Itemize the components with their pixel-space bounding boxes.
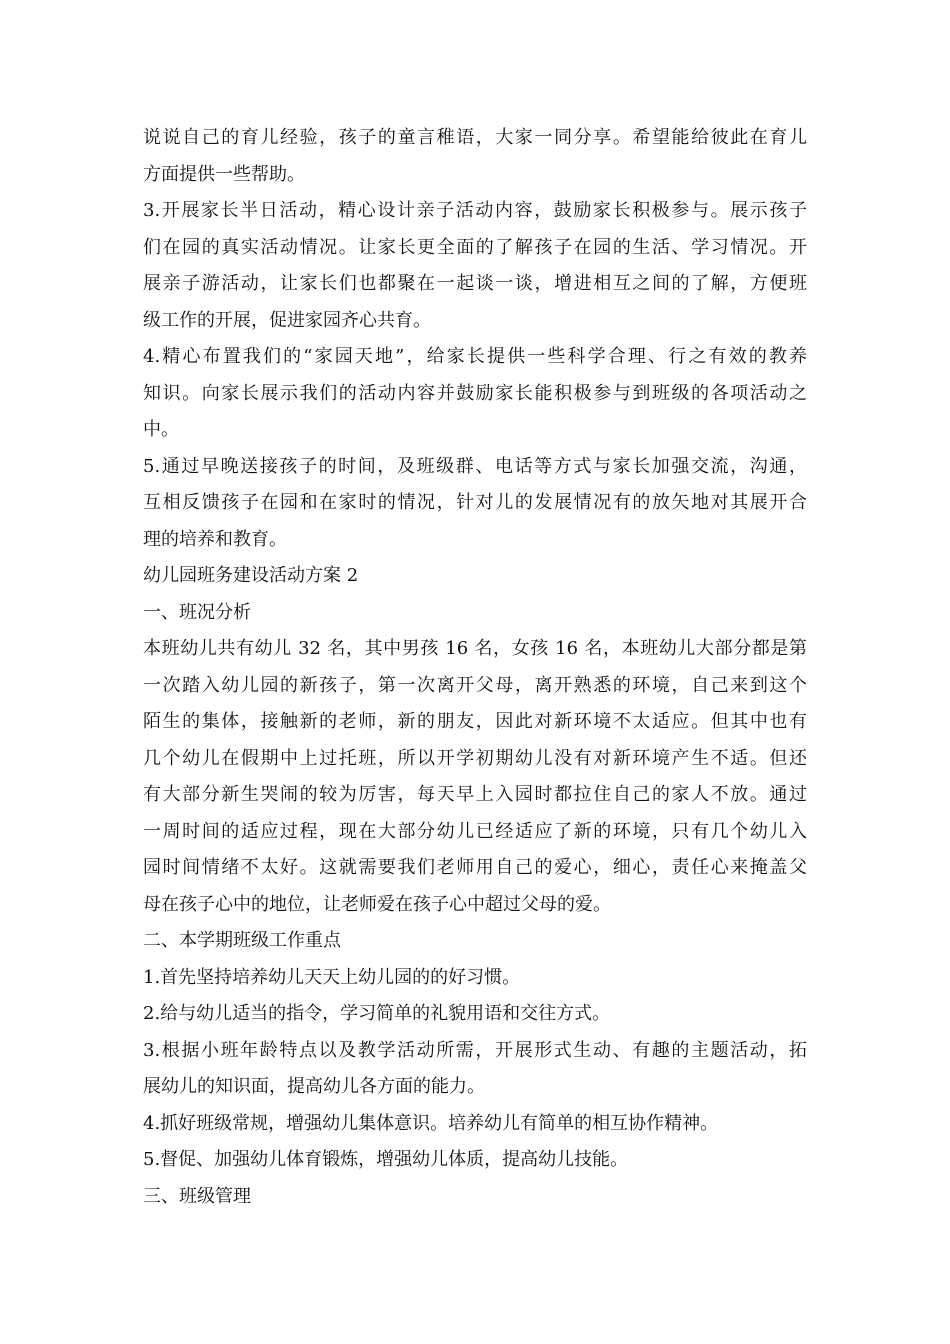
text-line: 2.给与幼儿适当的指令，学习简单的礼貌用语和交往方式。: [143, 1003, 611, 1024]
text-line: 5.督促、加强幼儿体育锻炼，增强幼儿体质，提高幼儿技能。: [143, 1149, 629, 1170]
text-line: 3.开展家长半日活动，精心设计亲子活动内容，鼓励家长积极参与。展示孩子: [143, 200, 807, 221]
text-line: 中。: [143, 419, 179, 440]
text-line: 级工作的开展，促进家园齐心共育。: [143, 309, 431, 331]
text-line: 有大部分新生哭闹的较为厉害，每天早上入园时都拉住自己的家人不放。通过: [143, 784, 807, 805]
text-line: 几个幼儿在假期中上过托班，所以开学初期幼儿没有对新环境产生不适。但还: [143, 747, 807, 769]
text-line: 二、本学期班级工作重点: [143, 930, 341, 951]
text-line: 一、班况分析: [143, 601, 251, 623]
text-line: 一周时间的适应过程，现在大部分幼儿已经适应了新的环境，只有几个幼儿入: [143, 820, 807, 842]
text-line: 互相反馈孩子在园和在家时的情况，针对儿的发展情况有的放矢地对其展开合: [143, 492, 807, 513]
text-line: 1.首先坚持培养幼儿天天上幼儿园的的好习惯。: [143, 966, 521, 988]
text-line: 展幼儿的知识面，提高幼儿各方面的能力。: [143, 1076, 485, 1097]
text-line: 展亲子游活动，让家长们也都聚在一起谈一谈，增进相互之间的了解，方便班: [143, 273, 807, 294]
text-line: 4.抓好班级常规，增强幼儿集体意识。培养幼儿有简单的相互协作精神。: [143, 1112, 719, 1134]
text-line: 陌生的集体，接触新的老师，新的朋友，因此对新环境不太适应。但其中也有: [143, 711, 807, 732]
text-line: 一次踏入幼儿园的新孩子，第一次离开父母，离开熟悉的环境，自己来到这个: [143, 674, 807, 696]
text-line: 知识。向家长展示我们的活动内容并鼓励家长能积极参与到班级的各项活动之: [143, 382, 807, 404]
text-line: 三、班级管理: [143, 1185, 251, 1207]
document-body: [143, 120, 807, 1215]
text-line: 幼儿园班务建设活动方案 2: [143, 565, 359, 586]
text-line: 母在孩子心中的地位，让老师爱在孩子心中超过父母的爱。: [143, 893, 611, 915]
text-line: 5.通过早晚送接孩子的时间，及班级群、电话等方式与家长加强交流，沟通，: [143, 455, 807, 477]
text-line: 说说自己的育儿经验，孩子的童言稚语，大家一同分享。希望能给彼此在育儿: [143, 127, 807, 148]
text-line: 4.精心布置我们的“家园天地”，给家长提供一些科学合理、行之有效的教养: [143, 346, 807, 367]
text-line: 园时间情绪不太好。这就需要我们老师用自己的爱心，细心，责任心来掩盖父: [143, 857, 807, 878]
text-line: 方面提供一些帮助。: [143, 163, 305, 185]
text-line: 本班幼儿共有幼儿 32 名，其中男孩 16 名，女孩 16 名，本班幼儿大部分都是第: [143, 638, 807, 659]
text-line: 理的培养和教育。: [143, 528, 287, 550]
text-line: 们在园的真实活动情况。让家长更全面的了解孩子在园的生活、学习情况。开: [143, 236, 807, 258]
text-line: 3.根据小班年龄特点以及教学活动所需，开展形式生动、有趣的主题活动，拓: [143, 1039, 807, 1061]
